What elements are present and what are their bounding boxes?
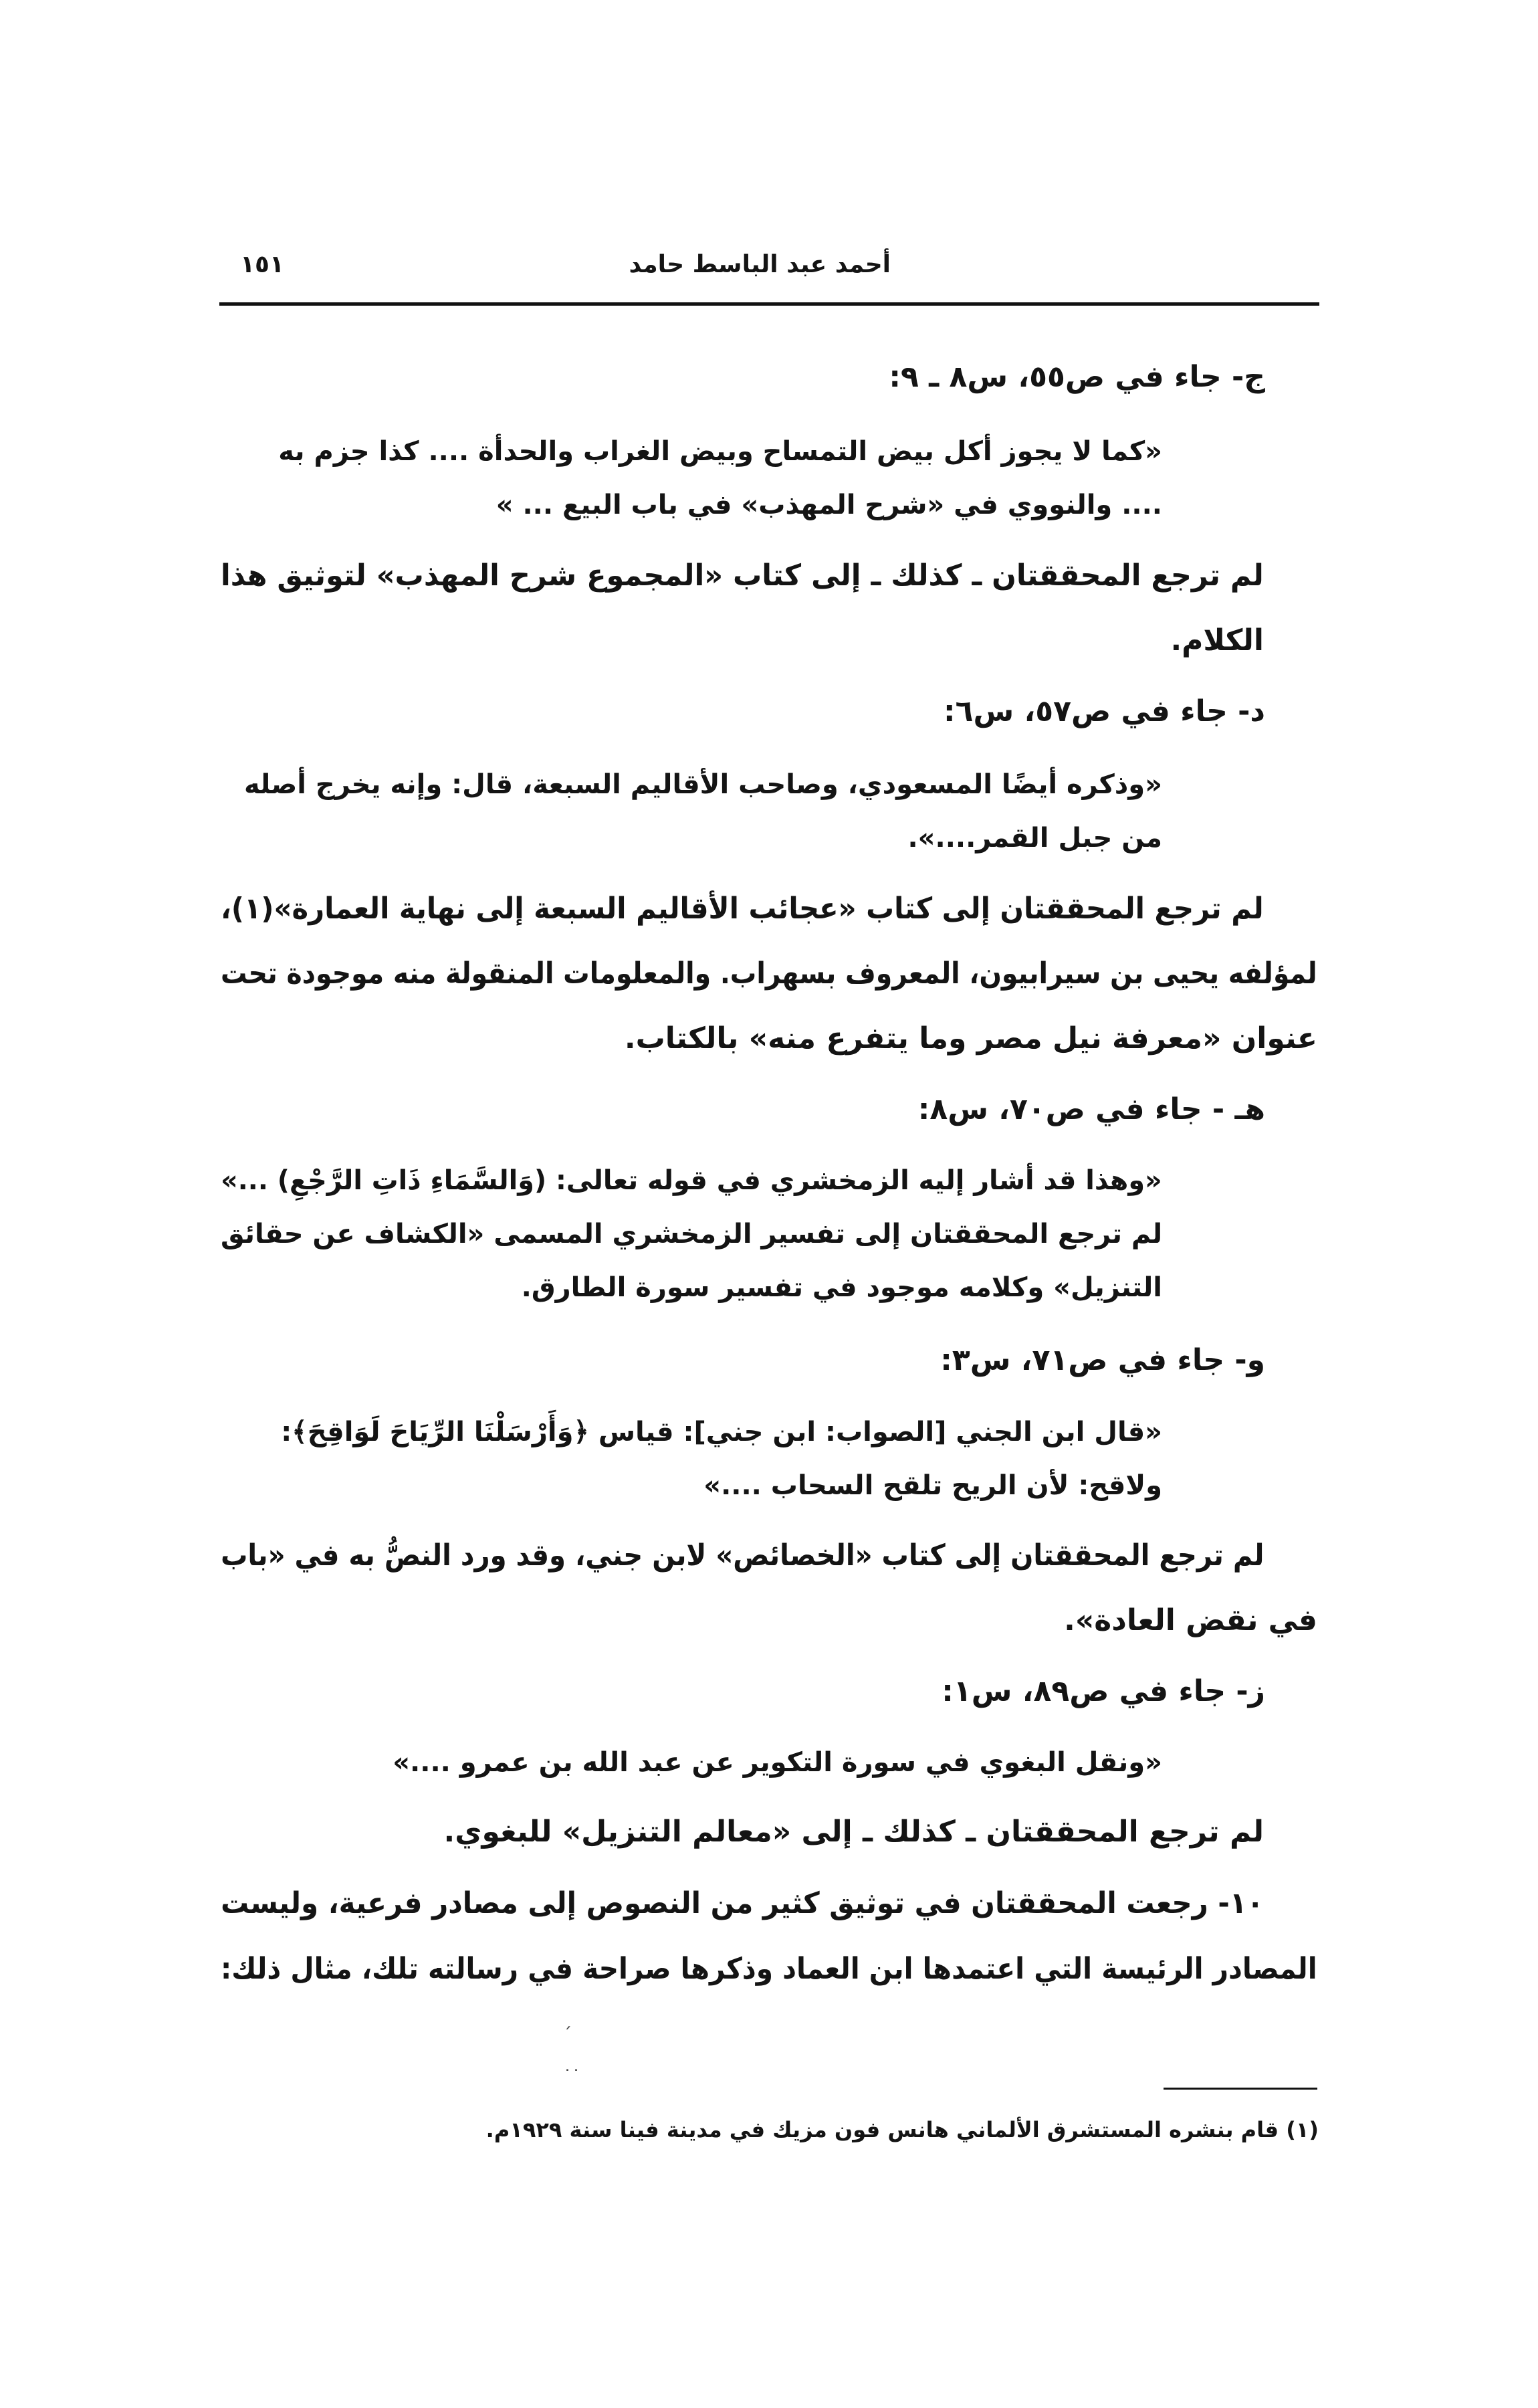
- item-ha-note-line: التنزيل» وكلامه موجود في تفسير سورة الطارق.: [521, 1272, 1162, 1303]
- item-waw-note-line: في نقض العادة».: [1064, 1603, 1317, 1637]
- footnote-text: (١) قام بنشره المستشرق الألماني هانس فون مزيك في مدينة فينا سنة ١٩٢٩م.: [485, 2117, 1319, 2142]
- point-10-line: المصادر الرئيسة التي اعتمدها ابن العماد وذكرها صراحة في رسالته تلك، مثال ذلك:: [221, 1952, 1317, 1986]
- item-zay-heading: ز- جاء في ص٨٩، س١:: [942, 1674, 1265, 1708]
- running-header-author: أحمد عبد الباسط حامد: [629, 251, 891, 278]
- item-dal-note-line: لم ترجع المحققتان إلى كتاب «عجائب الأقاليم السبعة إلى نهاية العمارة»(١)،: [221, 892, 1264, 926]
- item-ha-quote-line: «وهذا قد أشار إليه الزمخشري في قوله تعالى: (وَالسَّمَاءِ ذَاتِ الرَّجْعِ) ...»: [221, 1165, 1162, 1196]
- item-jim-note-line: الكلام.: [1170, 623, 1264, 658]
- item-ha-heading: هـ - جاء في ص٧٠، س٨:: [917, 1092, 1265, 1126]
- item-waw-quote-line: ولاقح: لأن الريح تلقح السحاب ....»: [703, 1470, 1162, 1501]
- item-waw-note-line: لم ترجع المحققتان إلى كتاب «الخصائص» لابن جني، وقد ورد النصُّ به في «باب: [220, 1538, 1264, 1573]
- footnote-rule: [1164, 2088, 1317, 2090]
- item-dal-quote-line: «وذكره أيضًا المسعودي، وصاحب الأقاليم السبعة، قال: وإنه يخرج أصله: [244, 769, 1162, 800]
- point-10-line: ١٠- رجعت المحققتان في توثيق كثير من النصوص إلى مصادر فرعية، وليست: [221, 1886, 1264, 1920]
- item-jim-quote-line: .... والنووي في «شرح المهذب» في باب البيع ... »: [496, 490, 1162, 520]
- item-jim-heading: ج- جاء في ص٥٥، س٨ ـ ٩:: [889, 360, 1265, 394]
- item-ha-note-line: لم ترجع المحققتان إلى تفسير الزمخشري المسمى «الكشاف عن حقائق: [220, 1219, 1162, 1249]
- header-rule: [219, 302, 1319, 306]
- item-jim-quote-line: «كما لا يجوز أكل بيض التمساح وبيض الغراب والحدأة .... كذا جزم به: [278, 436, 1162, 467]
- item-waw-heading: و- جاء في ص٧١، س٣:: [940, 1343, 1265, 1377]
- item-zay-quote-line: «ونقل البغوي في سورة التكوير عن عبد الله بن عمرو ....»: [393, 1747, 1162, 1778]
- item-dal-note-line: عنوان «معرفة نيل مصر وما يتفرع منه» بالكتاب.: [624, 1021, 1317, 1056]
- item-dal-heading: د- جاء في ص٥٧، س٦:: [944, 694, 1265, 728]
- item-dal-quote-line: من جبل القمر....».: [907, 823, 1162, 854]
- item-waw-quote-line: «قال ابن الجني [الصواب: ابن جني]: قياس ﴿وَأَرْسَلْنَا الرِّيَاحَ لَوَاقِحَ﴾:: [281, 1417, 1162, 1447]
- scan-speck: ˙˙: [563, 2067, 580, 2087]
- item-jim-note-line: لم ترجع المحققتان ـ كذلك ـ إلى كتاب «المجموع شرح المهذب» لتوثيق هذا: [221, 559, 1264, 593]
- item-zay-note-line: لم ترجع المحققتان ـ كذلك ـ إلى «معالم التنزيل» للبغوي.: [443, 1815, 1264, 1849]
- page-number: ١٥١: [240, 251, 284, 278]
- scan-speck: ˏ: [563, 2010, 572, 2030]
- item-dal-note-line: لمؤلفه يحيى بن سيرابيون، المعروف بسهراب. والمعلومات المنقولة منه موجودة تحت: [221, 957, 1317, 991]
